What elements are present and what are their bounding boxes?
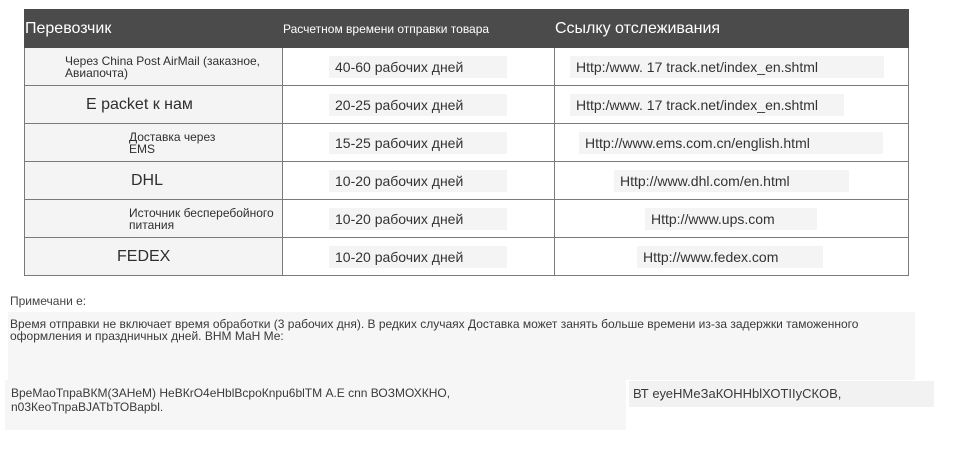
shipping-time: 10-20 рабочих дней [329, 170, 507, 192]
table-header-row [25, 10, 909, 48]
tracking-url: Http:/www. 17 track.net/index_en.shtml [570, 56, 884, 78]
carrier-cell [25, 162, 283, 200]
carrier-name: Источник бесперебойного питания [129, 205, 274, 232]
notes-garbled-right: ВТ еуеНМеЗаКОННblХОТIIуСКОВ, [629, 381, 934, 407]
header-tracking-link: Ссылку отслеживания [555, 10, 909, 48]
notes-garbled-left: ВреМаоТпраВКМ(ЗАНеМ) НеВКrО4еНblВсроКnpu6blТМ А.Е cnn ВОЗМОХКНО, n03КеоТпраВJАТbТОВаpbl. [11, 386, 451, 414]
table-row [25, 86, 909, 124]
time-cell [283, 124, 555, 162]
shipping-time: 20-25 рабочих дней [329, 94, 507, 116]
time-cell [283, 162, 555, 200]
shipping-time: 15-25 рабочих дней [329, 132, 507, 154]
url-cell [555, 48, 909, 86]
time-cell [283, 86, 555, 124]
carrier-name: E packet к нам [86, 95, 193, 113]
tracking-url: Http://www.dhl.com/en.html [614, 170, 849, 192]
shipping-time: 40-60 рабочих дней [329, 56, 507, 78]
time-cell [283, 200, 555, 238]
tracking-url: Http:/www. 17 track.net/index_en.shtml [570, 94, 844, 116]
notes-text: Время отправки не включает время обработки (3 рабочих дня). В редких случаях Доставка может занять больше времени из-за задержки таможенного оформления и праздничных дней. ВНМ МаН Ме: [10, 317, 859, 343]
time-cell [283, 48, 555, 86]
url-cell [555, 162, 909, 200]
table-row [25, 48, 909, 86]
shipping-time: 10-20 рабочих дней [329, 208, 507, 230]
carrier-name: Через China Post AirMail (заказное, Авиапочта) [65, 53, 260, 80]
shipping-table [24, 9, 909, 276]
url-cell [555, 124, 909, 162]
carrier-cell [25, 48, 283, 86]
carrier-name: FEDEX [117, 247, 171, 265]
time-cell [283, 238, 555, 276]
table-row [25, 238, 909, 276]
carrier-name: DHL [131, 171, 164, 189]
notes-label: Примечани е: [10, 294, 87, 308]
table-row [25, 200, 909, 238]
carrier-cell [25, 200, 283, 238]
tracking-url: Http://www.ems.com.cn/english.html [579, 132, 883, 154]
tracking-url: Http://www.fedex.com [637, 246, 823, 268]
header-carrier: Перевозчик [25, 10, 283, 48]
url-cell [555, 86, 909, 124]
shipping-time: 10-20 рабочих дней [329, 246, 507, 268]
carrier-cell [25, 238, 283, 276]
table-row [25, 162, 909, 200]
url-cell [555, 200, 909, 238]
header-shipping-time: Расчетном времени отправки товара [283, 10, 555, 48]
carrier-name: Доставка через EMS [129, 129, 216, 156]
tracking-url: Http://www.ups.com [645, 208, 817, 230]
url-cell [555, 238, 909, 276]
table-row [25, 124, 909, 162]
carrier-cell [25, 86, 283, 124]
carrier-cell [25, 124, 283, 162]
